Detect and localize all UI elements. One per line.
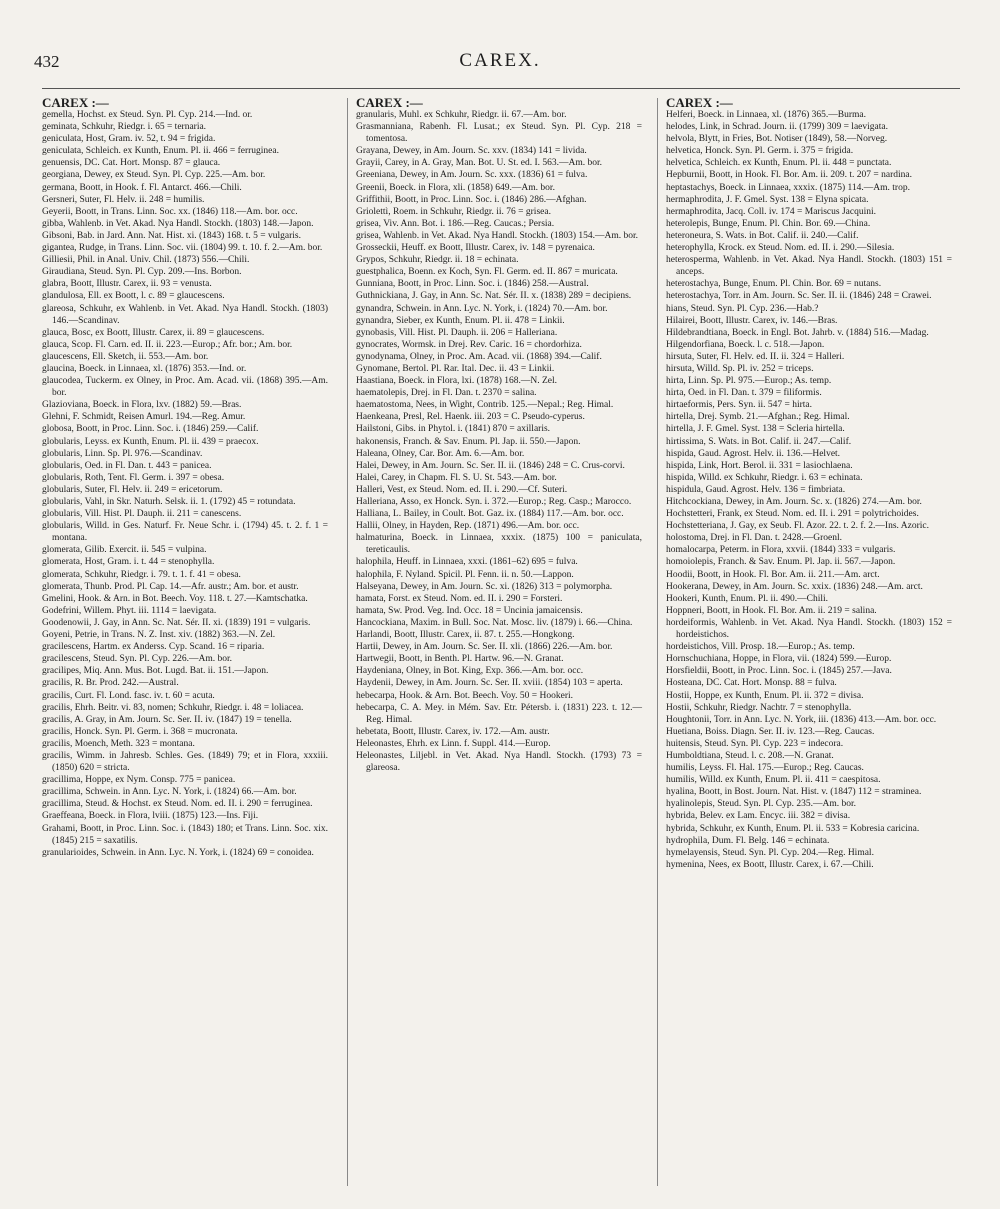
index-entry: Goyeni, Petrie, in Trans. N. Z. Inst. xiv. (1882) 363.—N. Zel. — [42, 630, 276, 641]
index-entry: Hoppneri, Boott, in Hook. Fl. Bor. Am. ii. 219 = salina. — [666, 605, 877, 616]
index-entry: helvetica, Schleich. ex Kunth, Enum. Pl. ii. 448 = punctata. — [666, 158, 892, 169]
index-entry: Hookeri, Kunth, Enum. Pl. ii. 490.—Chili. — [666, 593, 829, 604]
index-entry: globularis, Roth, Tent. Fl. Germ. i. 397 = obesa. — [42, 472, 225, 483]
index-entry: gibba, Wahlenb. in Vet. Akad. Nya Handl. Stockh. (1803) 148.—Japon. — [42, 218, 314, 229]
index-entry: grisea, Wahlenb. in Vet. Akad. Nya Handl. Stockh. (1803) 154.—Am. bor. — [356, 230, 638, 241]
index-entry: globularis, Oed. in Fl. Dan. t. 443 = panicea. — [42, 460, 212, 471]
index-entry: glomerata, Host, Gram. i. t. 44 = stenophylla. — [42, 557, 215, 568]
index-entry: Haastiana, Boeck. in Flora, lxi. (1878) 168.—N. Zel. — [356, 376, 558, 387]
index-entry: Griolettì, Roem. in Schkuhr, Riedgr. ii. 76 = grisea. — [356, 206, 551, 217]
page-header: CAREX. — [459, 50, 541, 71]
index-entry: Halliana, L. Bailey, in Coult. Bot. Gaz. ix. (1884) 117.—Am. bor. occ. — [356, 509, 624, 520]
index-entry: gracilis, Moench, Meth. 323 = montana. — [42, 738, 195, 749]
column-heading: CAREX :— — [356, 95, 423, 110]
index-entry: homoiolepis, Franch. & Sav. Enum. Pl. Jap. ii. 567.—Japon. — [666, 557, 896, 568]
index-entry: hebecarpa, Hook. & Arn. Bot. Beech. Voy. 50 = Hookeri. — [356, 690, 574, 701]
index-entry: heterostachya, Bunge, Enum. Pl. Chin. Bor. 69 = nutans. — [666, 279, 882, 290]
index-entry: gynandra, Sieber, ex Kunth, Enum. Pl. ii. 478 = Linkii. — [356, 315, 565, 326]
index-entry: hymenina, Nees, ex Boott, Illustr. Carex, i. 67.—Chili. — [666, 859, 874, 870]
index-entry: granularioides, Schwein. in Ann. Lyc. N. York, i. (1824) 69 = conoidea. — [42, 847, 314, 858]
index-entry: Gersneri, Suter, Fl. Helv. ii. 248 = humilis. — [42, 194, 205, 205]
index-entry: hakonensis, Franch. & Sav. Enum. Pl. Jap. ii. 550.—Japon. — [356, 436, 581, 447]
entry-list — [42, 109, 328, 859]
index-entry: Halei, Dewey, in Am. Journ. Sc. Ser. II. ii. (1846) 248 = C. Crus-corvi. — [356, 460, 625, 471]
header-rule — [42, 88, 960, 89]
index-entry: hispida, Willd. ex Schkuhr, Riedgr. i. 63 = echinata. — [666, 472, 863, 483]
index-entry: Heleonastes, Liljebl. in Vet. Akad. Nya Handl. Stockh. (1793) 73 = glareosa. — [356, 750, 642, 774]
index-entry: glandulosa, Ell. ex Boott, l. c. 89 = glaucescens. — [42, 291, 225, 302]
index-entry: gracilipes, Miq. Ann. Mus. Bot. Lugd. Bat. ii. 151.—Japon. — [42, 666, 269, 677]
index-entry: heterostachya, Torr. in Am. Journ. Sc. Ser. II. ii. (1846) 248 = Crawei. — [666, 291, 932, 302]
index-entry: Houghtonii, Torr. in Ann. Lyc. N. York, iii. (1836) 413.—Am. bor. occ. — [666, 714, 937, 725]
index-entry: globularis, Leyss. ex Kunth, Enum. Pl. ii. 439 = praecox. — [42, 436, 259, 447]
index-entry: Glehni, F. Schmidt, Reisen Amurl. 194.—Reg. Amur. — [42, 412, 246, 423]
index-entry: Hosteana, DC. Cat. Hort. Monsp. 88 = fulva. — [666, 678, 837, 689]
index-entry: globularis, Vahl, in Skr. Naturh. Selsk. ii. 1. (1792) 45 = rotundata. — [42, 497, 296, 507]
index-entry: Hilairei, Boott, Illustr. Carex, iv. 146.—Bras. — [666, 315, 838, 326]
index-entry: granularis, Muhl. ex Schkuhr, Riedgr. ii. 67.—Am. bor. — [356, 110, 567, 120]
index-entry: Grahami, Boott, in Proc. Linn. Soc. i. (1843) 180; et Trans. Linn. Soc. xix. (1845) 215 = saxatilis. — [42, 823, 328, 846]
index-entry: glomerata, Gilib. Exercit. ii. 545 = vulpina. — [42, 545, 207, 556]
index-entry: glaucodea, Tuckerm. ex Olney, in Proc. Am. Acad. vii. (1868) 395.—Am. bor. — [42, 376, 328, 399]
index-entry: hirsuta, Willd. Sp. Pl. iv. 252 = triceps. — [666, 363, 814, 374]
index-entry: Halseyana, Dewey, in Am. Journ. Sc. xi. (1826) 313 = polymorpha. — [356, 581, 613, 592]
index-entry: Hailstoni, Gibs. in Phytol. i. (1841) 870 = axillaris. — [356, 424, 551, 435]
index-entry: helvola, Blytt, in Fries, Bot. Notiser (1849), 58.—Norveg. — [666, 134, 888, 145]
index-entry: Godefrini, Willem. Phyt. iii. 1114 = laevigata. — [42, 605, 217, 616]
index-entry: Halleri, Vest, ex Steud. Nom. ed. II. i. 290.—Cf. Suteri. — [356, 484, 568, 495]
index-entry: gracilescens, Steud. Syn. Pl. Cyp. 226.—Am. bor. — [42, 654, 232, 665]
column-heading: CAREX :— — [666, 95, 733, 110]
index-entry: hirtella, J. F. Gmel. Syst. 138 = Scleria hirtella. — [666, 424, 845, 435]
index-entry: geminata, Schkuhr, Riedgr. i. 65 = ternaria. — [42, 122, 207, 133]
index-entry: haematostoma, Nees, in Wight, Contrib. 125.—Nepal.; Reg. Himal. — [356, 400, 614, 411]
index-entry: hispida, Link, Hort. Berol. ii. 331 = lasiochlaena. — [666, 460, 853, 471]
index-entry: Hochstetteri, Frank, ex Steud. Nom. ed. II. i. 291 = polytrichoides. — [666, 509, 919, 520]
index-entry: gigantea, Rudge, in Trans. Linn. Soc. vii. (1804) 99. t. 10. f. 2.—Am. bor. — [42, 243, 323, 254]
index-entry: Gunniana, Boott, in Proc. Linn. Soc. i. (1846) 258.—Austral. — [356, 279, 589, 290]
index-entry: Grypos, Schkuhr, Riedgr. ii. 18 = echinata. — [356, 255, 519, 266]
index-entry: globularis, Vill. Hist. Pl. Dauph. ii. 211 = canescens. — [42, 509, 242, 520]
index-entry: glauca, Scop. Fl. Carn. ed. II. ii. 223.—Europ.; Afr. bor.; Am. bor. — [42, 339, 293, 350]
index-entry: hirta, Linn. Sp. Pl. 975.—Europ.; As. temp. — [666, 376, 832, 387]
index-entry: heptastachys, Boeck. in Linnaea, xxxix. (1875) 114.—Am. trop. — [666, 182, 910, 193]
index-entry: Grosseckii, Heuff. ex Boott, Illustr. Carex, iv. 148 = pyrenaica. — [356, 243, 595, 254]
index-entry: humilis, Leyss. Fl. Hal. 175.—Europ.; Reg. Caucas. — [666, 763, 864, 774]
index-entry: homalocarpa, Peterm. in Flora, xxvii. (1844) 333 = vulgaris. — [666, 545, 896, 556]
index-entry: humilis, Willd. ex Kunth, Enum. Pl. ii. 411 = caespitosa. — [666, 775, 881, 786]
index-entry: gynodynama, Olney, in Proc. Am. Acad. vii. (1868) 394.—Calif. — [356, 351, 602, 362]
index-entry: germana, Boott, in Hook. f. Fl. Antarct. 466.—Chili. — [42, 182, 242, 193]
index-entry: Haleana, Olney, Car. Bor. Am. 6.—Am. bor. — [356, 448, 525, 459]
index-entry: Grayana, Dewey, in Am. Journ. Sc. xxv. (1834) 141 = livida. — [356, 146, 587, 157]
index-entry: Hornschuchiana, Hoppe, in Flora, vii. (1824) 599.—Europ. — [666, 654, 892, 665]
index-entry: Giraudiana, Steud. Syn. Pl. Cyp. 209.—Ins. Borbon. — [42, 267, 242, 278]
index-entry: Griffithii, Boott, in Proc. Linn. Soc. i. (1846) 286.—Afghan. — [356, 194, 587, 205]
index-entry: heteroneura, S. Wats. in Bot. Calif. ii. 240.—Calif. — [666, 230, 859, 241]
index-entry: hordeiformis, Wahlenb. in Vet. Akad. Nya Handl. Stockh. (1803) 152 = hordeistichos. — [666, 617, 952, 641]
index-entry: gynocrates, Wormsk. in Drej. Rev. Caric. 16 = chordorhiza. — [356, 339, 582, 350]
index-entry: hamata, Sw. Prod. Veg. Ind. Occ. 18 = Uncinia jamaicensis. — [356, 605, 583, 616]
index-entry: Hostii, Schkuhr, Riedgr. Nachtr. 7 = stenophylla. — [666, 702, 852, 713]
index-entry: globularis, Linn. Sp. Pl. 976.—Scandinav. — [42, 448, 203, 459]
index-entry: glabra, Boott, Illustr. Carex, ii. 93 = venusta. — [42, 279, 212, 290]
index-entry: hymelayensis, Steud. Syn. Pl. Cyp. 204.—Reg. Himal. — [666, 847, 874, 858]
index-entry: glomerata, Schkuhr, Riedgr. i. 79. t. 1. f. 41 = obesa. — [42, 569, 241, 580]
index-entry: Humboldtiana, Steud. l. c. 208.—N. Granat. — [666, 750, 834, 761]
index-entry: Hancockiana, Maxim. in Bull. Soc. Nat. Mosc. liv. (1879) i. 66.—China. — [356, 617, 633, 628]
index-entry: hebecarpa, C. A. Mey. in Mém. Sav. Etr. Pétersb. i. (1831) 223. t. 12.—Reg. Himal. — [356, 702, 642, 725]
index-entry: heterosperma, Wahlenb. in Vet. Akad. Nya Handl. Stockh. (1803) 151 = anceps. — [666, 255, 952, 278]
index-entry: glaucescens, Ell. Sketch, ii. 553.—Am. bor. — [42, 351, 209, 362]
page-number: 432 — [34, 52, 60, 71]
index-entry: hybrida, Belev. ex Lam. Encyc. iii. 382 = divisa. — [666, 811, 851, 822]
column-divider — [347, 98, 348, 1186]
index-entry: globularis, Willd. in Ges. Naturf. Fr. Neue Schr. i. (1794) 45. t. 2. f. 1 = montana. — [42, 521, 328, 544]
index-entry: gynandra, Schwein. in Ann. Lyc. N. York, i. (1824) 70.—Am. bor. — [356, 303, 608, 314]
index-entry: Harlandi, Boott, Illustr. Carex, ii. 87. t. 255.—Hongkong. — [356, 630, 575, 641]
index-column-3 — [666, 96, 952, 871]
index-entry: helvetica, Honck. Syn. Pl. Germ. i. 375 = frigida. — [666, 146, 854, 157]
column-divider — [657, 98, 658, 1186]
index-entry: Goodenowii, J. Gay, in Ann. Sc. Nat. Sér. II. xi. (1839) 191 = vulgaris. — [42, 617, 311, 628]
index-entry: Gilliesii, Phil. in Anal. Univ. Chil. (1873) 556.—Chili. — [42, 255, 250, 266]
index-entry: hirsuta, Suter, Fl. Helv. ed. II. ii. 324 = Halleri. — [666, 351, 845, 362]
index-entry: helodes, Link, in Schrad. Journ. ii. (1799) 309 = laevigata. — [666, 122, 888, 133]
index-entry: Hitchcockiana, Dewey, in Am. Journ. Sc. x. (1826) 274.—Am. bor. — [666, 497, 922, 507]
index-entry: Geyerii, Boott, in Trans. Linn. Soc. xx. (1846) 118.—Am. bor. occ. — [42, 206, 298, 217]
index-entry: Grayii, Carey, in A. Gray, Man. Bot. U. St. ed. I. 563.—Am. bor. — [356, 158, 603, 169]
index-entry: geniculata, Schleich. ex Kunth, Enum. Pl. ii. 466 = ferruginea. — [42, 146, 279, 157]
index-entry: Hochstetteriana, J. Gay, ex Seub. Fl. Azor. 22. t. 2. f. 2.—Ins. Azoric. — [666, 521, 929, 532]
index-entry: hamata, Forst. ex Steud. Nom. ed. II. i. 290 = Forsteri. — [356, 593, 563, 604]
index-entry: hebetata, Boott, Illustr. Carex, iv. 172.—Am. austr. — [356, 726, 550, 737]
index-entry: heterophylla, Krock. ex Steud. Nom. ed. II. i. 290.—Silesia. — [666, 243, 895, 254]
index-entry: hermaphrodita, Jacq. Coll. iv. 174 = Mariscus Jacquini. — [666, 206, 877, 217]
index-entry: Greenii, Boeck. in Flora, xli. (1858) 649.—Am. bor. — [356, 182, 555, 193]
index-entry: glomerata, Thunb. Prod. Pl. Cap. 14.—Afr. austr.; Am. bor. et austr. — [42, 581, 299, 592]
index-entry: hermaphrodita, J. F. Gmel. Syst. 138 = Elyna spicata. — [666, 194, 869, 205]
index-entry: Hepburnii, Boott, in Hook. Fl. Bor. Am. ii. 209. t. 207 = nardina. — [666, 170, 913, 181]
index-entry: hispida, Gaud. Agrost. Helv. ii. 136.—Helvet. — [666, 448, 841, 459]
column-heading: CAREX :— — [42, 95, 109, 110]
index-entry: halophila, Heuff. in Linnaea, xxxi. (1861–62) 695 = fulva. — [356, 557, 578, 568]
index-entry: Halei, Carey, in Chapm. Fl. S. U. St. 543.—Am. bor. — [356, 472, 557, 483]
index-entry: genuensis, DC. Cat. Hort. Monsp. 87 = glauca. — [42, 158, 221, 169]
index-entry: Haenkeana, Presl, Rel. Haenk. iii. 203 = C. Pseudo-cyperus. — [356, 412, 585, 423]
index-entry: gracilis, A. Gray, in Am. Journ. Sc. Ser. II. iv. (1847) 19 = tenella. — [42, 714, 292, 725]
index-entry: gracilis, Ehrh. Beitr. vi. 83, nomen; Schkuhr, Riedgr. i. 48 = loliacea. — [42, 702, 304, 713]
index-entry: Hildebrandtiana, Boeck. in Engl. Bot. Jahrb. v. (1884) 516.—Madag. — [666, 327, 929, 338]
index-entry: guestphalica, Boenn. ex Koch, Syn. Fl. Germ. ed. II. 867 = muricata. — [356, 267, 618, 278]
entry-list — [356, 109, 642, 774]
index-entry: hyalinolepis, Steud. Syn. Pl. Cyp. 235.—Am. bor. — [666, 799, 857, 810]
index-entry: hirtaeformis, Pers. Syn. ii. 547 = hirta. — [666, 400, 812, 411]
index-entry: hordeistichos, Vill. Prosp. 18.—Europ.; As. temp. — [666, 642, 855, 653]
index-entry: Graeffeana, Boeck. in Flora, lviii. (1875) 123.—Ins. Fiji. — [42, 811, 259, 822]
index-entry: halophila, F. Nyland. Spicil. Pl. Fenn. ii. n. 50.—Lappon. — [356, 569, 574, 580]
index-entry: gracillima, Schwein. in Ann. Lyc. N. York, i. (1824) 66.—Am. bor. — [42, 787, 297, 798]
index-entry: gracillima, Steud. & Hochst. ex Steud. Nom. ed. II. i. 290 = ferruginea. — [42, 799, 313, 810]
index-entry: hydrophila, Dum. Fl. Belg. 146 = echinata. — [666, 835, 830, 846]
index-entry: Gmelini, Hook. & Arn. in Bot. Beech. Voy. 118. t. 27.—Kamtschatka. — [42, 593, 308, 604]
index-entry: Gynomane, Bertol. Pl. Rar. Ital. Dec. ii. 43 = Linkii. — [356, 363, 555, 374]
index-column-2 — [356, 96, 642, 774]
index-entry: gynobasis, Vill. Hist. Pl. Dauph. ii. 206 = Halleriana. — [356, 327, 558, 338]
index-entry: Greeniana, Dewey, in Am. Journ. Sc. xxx. (1836) 61 = fulva. — [356, 170, 588, 181]
index-entry: Gibsoni, Bab. in Jard. Ann. Nat. Hist. xi. (1843) 168. t. 5 = vulgaris. — [42, 230, 301, 241]
index-entry: Haydeniana, Olney, in Bot. King, Exp. 366.—Am. bor. occ. — [356, 666, 584, 677]
index-entry: hybrida, Schkuhr, ex Kunth, Enum. Pl. ii. 533 = Kobresia caricina. — [666, 823, 920, 834]
index-entry: hyalina, Boott, in Bost. Journ. Nat. Hist. v. (1847) 112 = straminea. — [666, 787, 922, 798]
index-entry: globosa, Boott, in Proc. Linn. Soc. i. (1846) 259.—Calif. — [42, 424, 259, 435]
index-entry: huitensis, Steud. Syn. Pl. Cyp. 223 = indecora. — [666, 738, 844, 749]
index-entry: gemella, Hochst. ex Steud. Syn. Pl. Cyp. 214.—Ind. or. — [42, 110, 253, 120]
index-entry: Hostii, Hoppe, ex Kunth, Enum. Pl. ii. 372 = divisa. — [666, 690, 864, 701]
index-entry: Glazioviana, Boeck. in Flora, lxv. (1882) 59.—Bras. — [42, 400, 242, 411]
index-entry: glauca, Bosc, ex Boott, Illustr. Carex, ii. 89 = glaucescens. — [42, 327, 265, 338]
index-entry: Hookerana, Dewey, in Am. Journ. Sc. xxix. (1836) 248.—Am. arct. — [666, 581, 923, 592]
index-entry: Haydenii, Dewey, in Am. Journ. Sc. Ser. II. xviii. (1854) 103 = aperta. — [356, 678, 623, 689]
index-entry: hirtissima, S. Wats. in Bot. Calif. ii. 247.—Calif. — [666, 436, 852, 447]
index-entry: glareosa, Schkuhr, ex Wahlenb. in Vet. Akad. Nya Handl. Stockh. (1803) 146.—Scandinav. — [42, 303, 328, 326]
index-entry: gracilis, Honck. Syn. Pl. Germ. i. 368 = mucronata. — [42, 726, 238, 737]
index-entry: Guthnickiana, J. Gay, in Ann. Sc. Nat. Sér. II. x. (1838) 289 = decipiens. — [356, 291, 632, 302]
index-entry: globularis, Suter, Fl. Helv. ii. 249 = ericetorum. — [42, 484, 223, 495]
index-entry: Halleriana, Asso, ex Honck. Syn. i. 372.—Europ.; Reg. Casp.; Marocco. — [356, 497, 632, 507]
index-entry: Grasmanniana, Rabenh. Fl. Lusat.; ex Steud. Syn. Pl. Cyp. 218 = tomentosa. — [356, 122, 642, 145]
index-entry: heterolepis, Bunge, Enum. Pl. Chin. Bor. 69.—China. — [666, 218, 871, 229]
index-entry: Hilgendorfiana, Boeck. l. c. 518.—Japon. — [666, 339, 825, 350]
index-entry: georgiana, Dewey, ex Steud. Syn. Pl. Cyp. 225.—Am. bor. — [42, 170, 266, 181]
index-entry: gracilis, Curt. Fl. Lond. fasc. iv. t. 60 = acuta. — [42, 690, 215, 701]
index-entry: Horsfieldii, Boott, in Proc. Linn. Soc. i. (1845) 257.—Java. — [666, 666, 892, 677]
index-column-1 — [42, 96, 328, 859]
entry-list — [666, 109, 952, 871]
index-entry: hirta, Oed. in Fl. Dan. t. 379 = filiformis. — [666, 388, 822, 399]
index-entry: Helferi, Boeck. in Linnaea, xl. (1876) 365.—Burma. — [666, 110, 866, 120]
index-entry: Hallii, Olney, in Hayden, Rep. (1871) 496.—Am. bor. occ. — [356, 521, 580, 532]
index-entry: holostoma, Drej. in Fl. Dan. t. 2428.—Groenl. — [666, 533, 842, 544]
index-entry: Huetiana, Boiss. Diagn. Ser. II. iv. 123.—Reg. Caucas. — [666, 726, 875, 737]
index-entry: gracilis, R. Br. Prod. 242.—Austral. — [42, 678, 179, 689]
index-entry: gracilis, Wimm. in Jahresb. Schles. Ges. (1849) 79; et in Flora, xxxiii. (1850) 620 = stricta. — [42, 750, 328, 774]
index-entry: geniculata, Host, Gram. iv. 52, t. 94 = frigida. — [42, 134, 216, 145]
index-entry: Hartii, Dewey, in Am. Journ. Sc. Ser. II. xli. (1866) 226.—Am. bor. — [356, 642, 613, 653]
index-entry: gracilescens, Hartm. ex Anderss. Cyp. Scand. 16 = riparia. — [42, 642, 265, 653]
index-entry: halmaturina, Boeck. in Linnaea, xxxix. (1875) 100 = paniculata, tereticaulis. — [356, 533, 642, 556]
index-entry: glaucina, Boeck. in Linnaea, xl. (1876) 353.—Ind. or. — [42, 363, 247, 374]
index-entry: haematolepis, Drej. in Fl. Dan. t. 2370 = salina. — [356, 388, 537, 399]
index-entry: hispidula, Gaud. Agrost. Helv. 136 = fimbriata. — [666, 484, 846, 495]
index-entry: Heleonastes, Ehrh. ex Linn. f. Suppl. 414.—Europ. — [356, 738, 551, 749]
index-entry: hirtella, Drej. Symb. 21.—Afghan.; Reg. Himal. — [666, 412, 850, 423]
index-entry: hians, Steud. Syn. Pl. Cyp. 236.—Hab.? — [666, 303, 819, 314]
index-entry: grisea, Viv. Ann. Bot. i. 186.—Reg. Caucas.; Persia. — [356, 218, 555, 229]
index-entry: Hartwegii, Boott, in Benth. Pl. Hartw. 96.—N. Granat. — [356, 654, 564, 665]
index-entry: Hoodii, Boott, in Hook. Fl. Bor. Am. ii. 211.—Am. arct. — [666, 569, 880, 580]
index-entry: gracillima, Hoppe, ex Nym. Consp. 775 = panicea. — [42, 775, 236, 786]
